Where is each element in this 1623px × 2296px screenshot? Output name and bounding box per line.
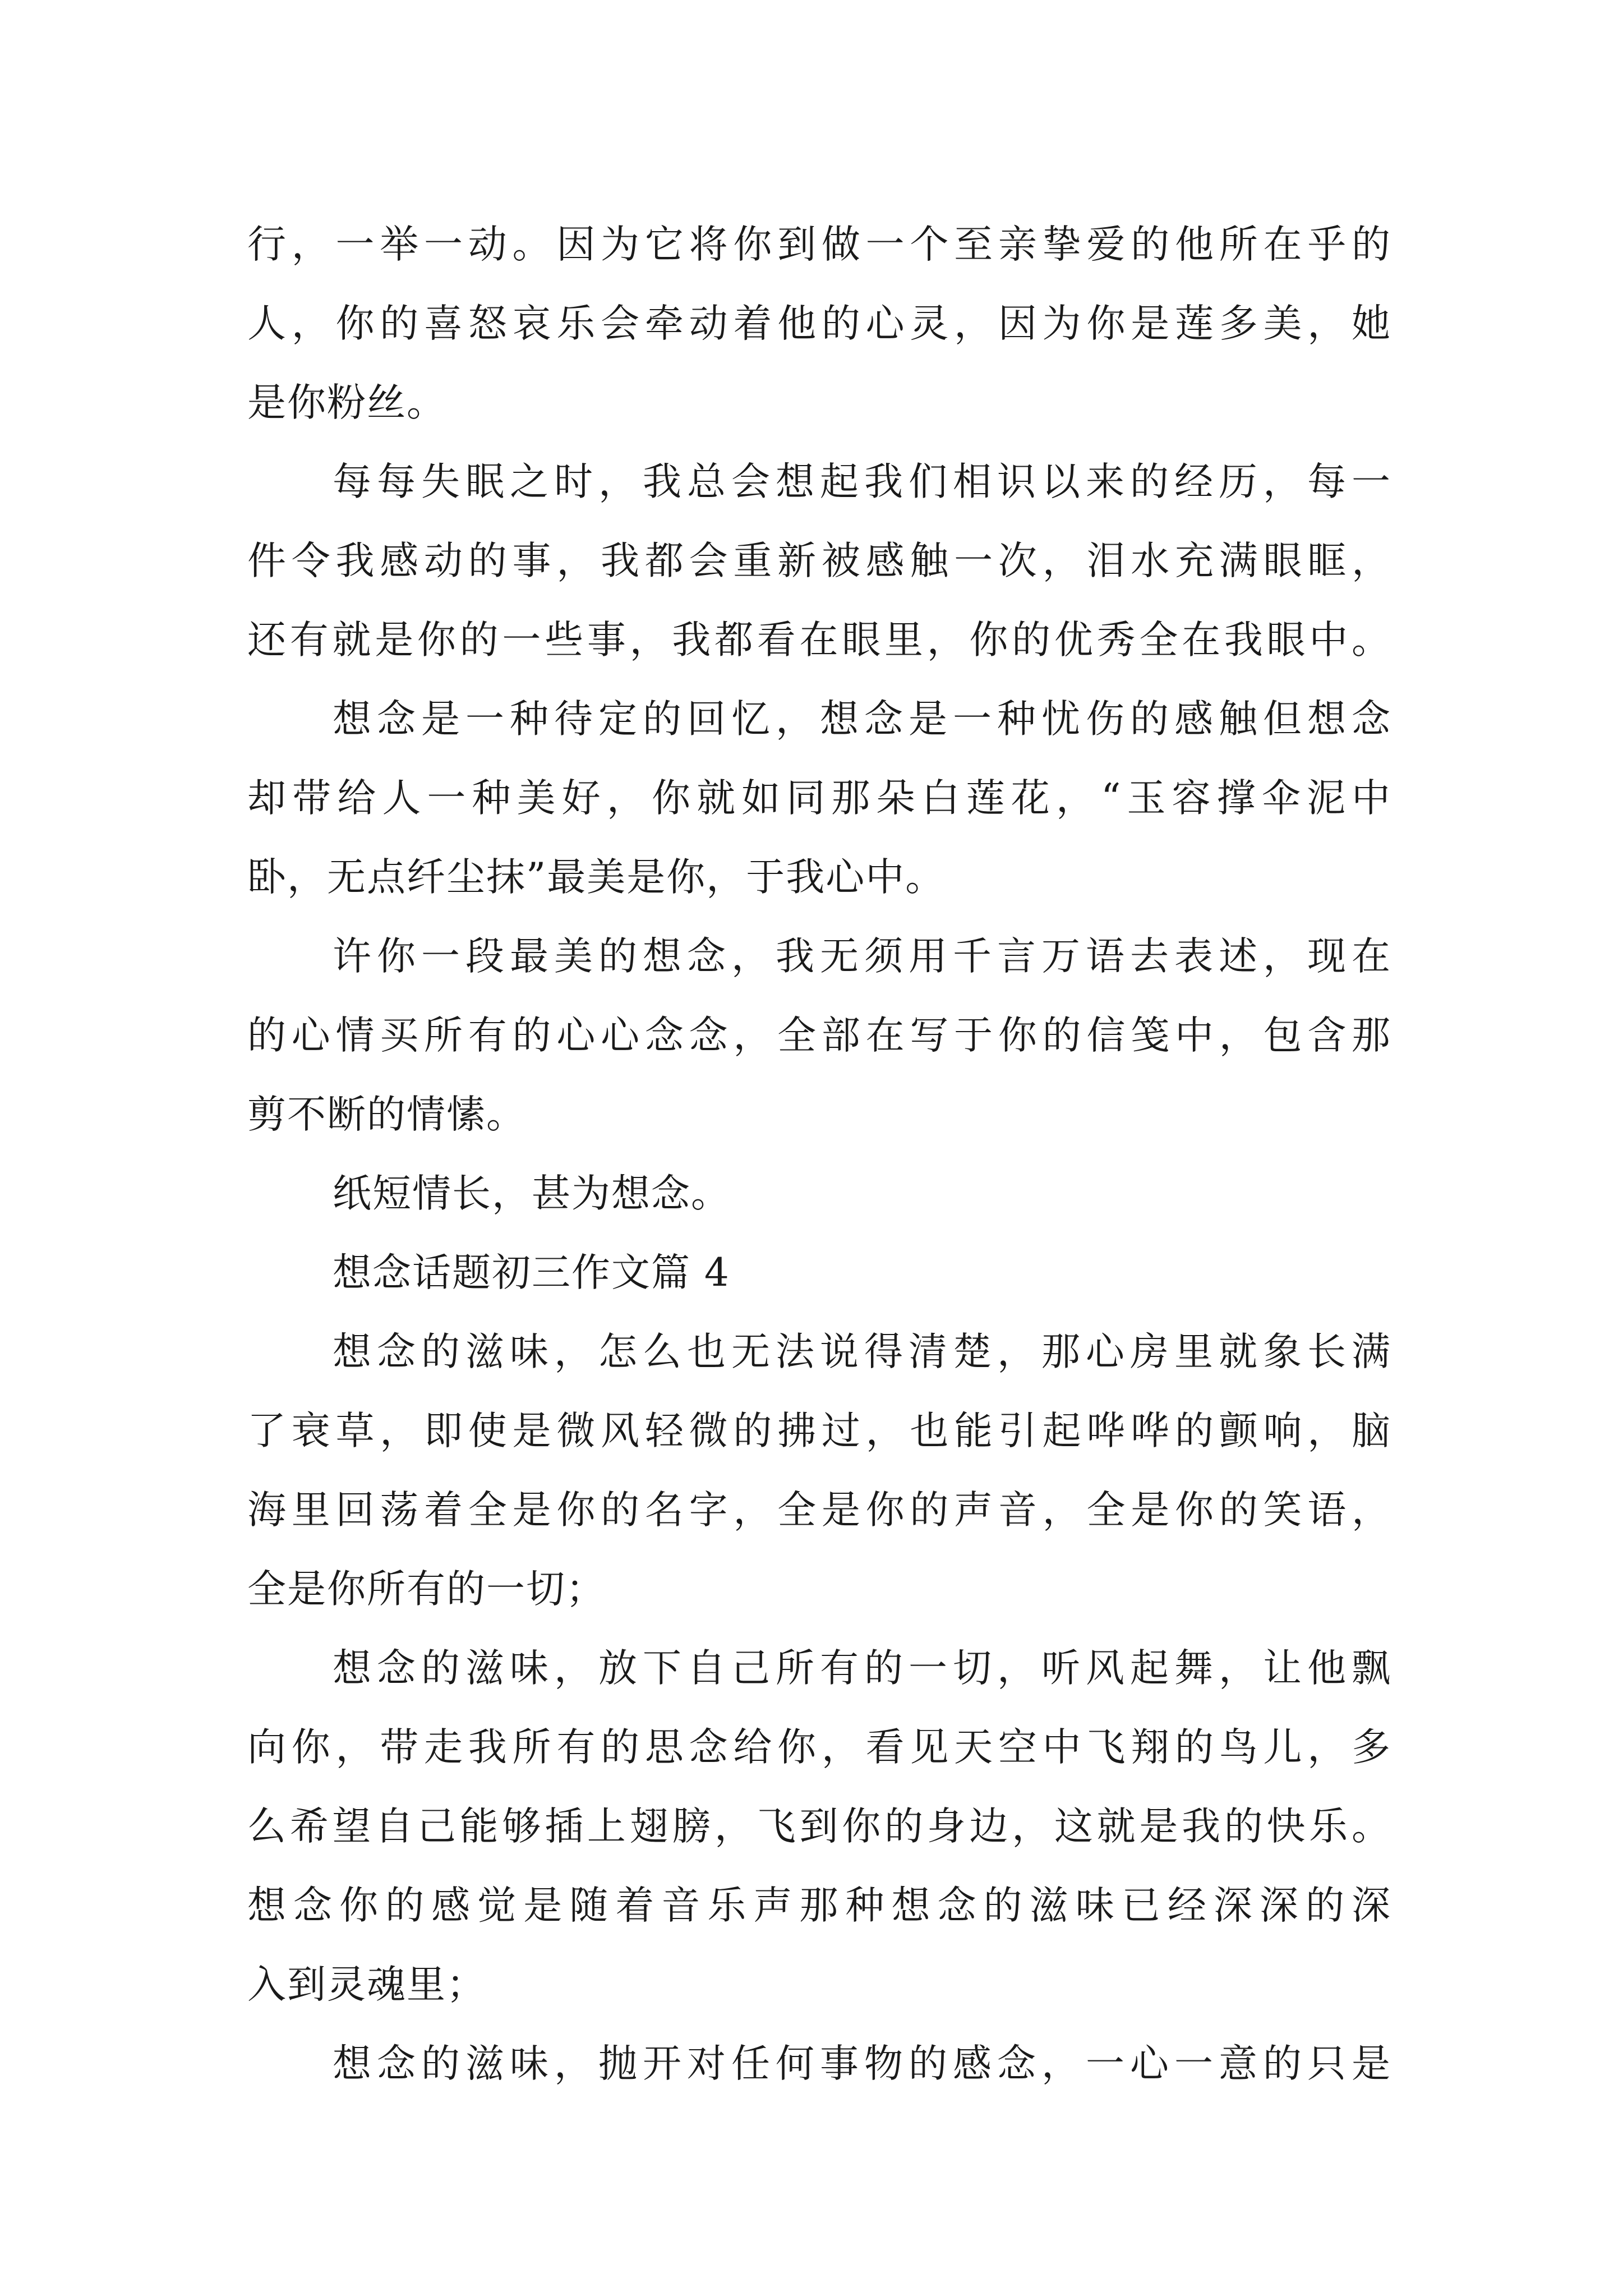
paragraph-first-line: 想念的滋味，抛开对任何事物的感念，一心一意的只是 xyxy=(333,2041,1391,2086)
text-line: 人，你的喜怒哀乐会牵动着他的心灵，因为你是莲多美，她 xyxy=(247,301,1391,346)
text-line: 是你粉丝。 xyxy=(247,380,446,425)
text-line: 还有就是你的一些事，我都看在眼里，你的优秀全在我眼中。 xyxy=(247,618,1391,662)
paragraph-first-line: 许你一段最美的想念，我无须用千言万语去表述，现在 xyxy=(333,934,1391,979)
text-line: 了衰草，即使是微风轻微的拂过，也能引起哗哗的颤响，脑 xyxy=(247,1409,1391,1453)
text-line: 入到灵魂里； xyxy=(247,1962,486,2007)
section-heading: 想念话题初三作文篇 4 xyxy=(333,1250,730,1295)
text-line: 想念你的感觉是随着音乐声那种想念的滋味已经深深的深 xyxy=(247,1883,1391,1928)
text-line: 的心情买所有的心心念念，全部在写于你的信笺中，包含那 xyxy=(247,1013,1391,1058)
document-body xyxy=(247,205,1391,2104)
paragraph-first-line: 每每失眠之时，我总会想起我们相识以来的经历，每一 xyxy=(333,459,1391,504)
text-line: 卧，无点纤尘抹”最美是你，于我心中。 xyxy=(247,855,946,900)
text-line: 行，一举一动。因为它将你到做一个至亲挚爱的他所在乎的 xyxy=(247,222,1391,267)
text-line: 么希望自己能够插上翅膀，飞到你的身边，这就是我的快乐。 xyxy=(247,1804,1391,1849)
text-line: 向你，带走我所有的思念给你，看见天空中飞翔的鸟儿，多 xyxy=(247,1725,1391,1770)
text-line: 剪不断的情愫。 xyxy=(247,1092,526,1137)
text-line: 全是你所有的一切； xyxy=(247,1567,606,1612)
text-line: 件令我感动的事，我都会重新被感触一次，泪水充满眼眶， xyxy=(247,539,1391,583)
text-line: 海里回荡着全是你的名字，全是你的声音，全是你的笑语， xyxy=(247,1488,1391,1533)
paragraph-first-line: 想念的滋味，放下自己所有的一切，听风起舞，让他飘 xyxy=(333,1646,1391,1691)
paragraph-first-line: 纸短情长，甚为想念。 xyxy=(333,1171,731,1216)
text-line: 却带给人一种美好，你就如同那朵白莲花，“玉容撑伞泥中 xyxy=(247,776,1391,821)
paragraph-first-line: 想念的滋味，怎么也无法说得清楚，那心房里就象长满 xyxy=(333,1329,1391,1374)
paragraph-first-line: 想念是一种待定的回忆，想念是一种忧伤的感触但想念 xyxy=(333,697,1391,742)
